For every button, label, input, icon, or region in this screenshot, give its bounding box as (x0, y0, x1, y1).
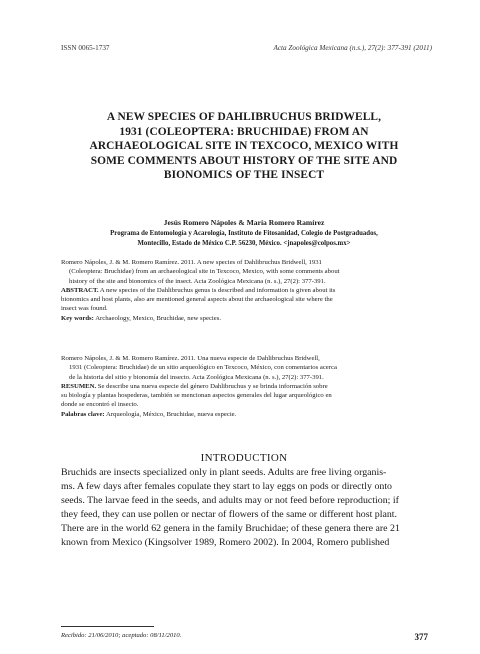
introduction-line: ms. A few days after females copulate they start to lay eggs on pods or directly onto (61, 481, 392, 493)
keywords-text: Archaeology, Mexico, Bruchidae, new species. (93, 314, 222, 322)
introduction-line: Bruchids are insects specialized only in plant seeds. Adults are free living organis- (61, 467, 387, 478)
resumen-line: donde se encontró el insecto. (61, 401, 139, 409)
palabras-clave-label: Palabras clave: (61, 410, 105, 418)
introduction-heading: INTRODUCTION (200, 452, 288, 464)
resumen-label: RESUMEN. (61, 382, 97, 390)
authors: Jesús Romero Nápoles & María Romero Ramírez (163, 218, 325, 227)
introduction-line: known from Mexico (Kingsolver 1989, Romero 2002). In 2004, Romero published (61, 537, 390, 549)
title-line: 1931 (COLEOPTERA: BRUCHIDAE) FROM AN (119, 125, 369, 138)
page-number: 377 (414, 632, 428, 642)
abstract-text: A new species of the Dahlibruchus genus is described and information is given about its (98, 286, 336, 294)
abstract-first-line (61, 286, 431, 295)
journal-citation-header: Acta Zoológica Mexicana (n.s.), 27(2): 377-391 (2011) (273, 44, 432, 52)
palabras-clave-text: Arqueología, México, Bruchidae, nueva especie. (104, 410, 237, 418)
english-abstract-block (61, 258, 431, 323)
article-title (60, 110, 428, 183)
palabras-clave-line (61, 410, 431, 419)
introduction-line: seeds. The larvae feed in the seeds, and adults may or not feed before reproduction; if (61, 495, 399, 507)
received-accepted-footnote: Recibido: 21/06/2010; aceptado: 08/11/2010. (61, 632, 182, 639)
citation-line: Romero Nápoles, J. & M. Romero Ramírez. 2011. Una nueva especie de Dahlibruchus Bridwell, (61, 355, 320, 362)
abstract-line: bionomics and host plants, also are mentioned general aspects about the archaeological site where the (61, 296, 333, 304)
spanish-abstract-block (61, 354, 431, 419)
abstract-line: insect was found. (61, 305, 108, 313)
citation-line: history of the site and bionomics of the insect. Acta Zoológica Mexicana (n. s.), 27(2): 377-391. (69, 277, 326, 285)
title-line: SOME COMMENTS ABOUT HISTORY OF THE SITE AND (90, 154, 398, 167)
citation-line: 1931 (Coleoptera: Bruchidae) de un sitio arqueológico en Texcoco, México, con comentarios acerca (69, 364, 337, 372)
issn-header: ISSN 0065-1737 (61, 44, 110, 52)
keywords-line (61, 314, 431, 323)
title-line: A NEW SPECIES OF DAHLIBRUCHUS BRIDWELL, (106, 111, 382, 123)
affiliation-line: Montecillo, Estado de México C.P. 56230, México. <jnapoles@colpos.mx> (137, 240, 351, 248)
footnote-divider (61, 626, 154, 627)
citation-line: Romero Nápoles, J. & M. Romero Ramírez. 2011. A new species of Dahlibruchus Bridwell, 1931 (61, 259, 322, 266)
title-line: BIONOMICS OF THE INSECT (163, 169, 325, 182)
title-line: ARCHAEOLOGICAL SITE IN TEXCOCO, MEXICO WITH (89, 140, 399, 153)
introduction-body (61, 466, 431, 551)
introduction-line: they feed, they can use pollen or nectar of flowers of the same or different host plant. (61, 509, 397, 521)
resumen-line: su biología y plantas hospederas, también se mencionan aspectos generales del lugar arqueológico en (61, 392, 332, 400)
affiliation-line: Programa de Entomología y Acarología, Instituto de Fitosanidad, Colegio de Postgraduados, (110, 230, 378, 237)
citation-line: (Coleoptera: Bruchidae) from an archaeological site in Texcoco, Mexico, with some comments about (69, 268, 340, 276)
abstract-label: ABSTRACT. (61, 286, 99, 294)
introduction-line: There are in the world 62 genera in the family Bruchidae; of these genera there are 21 (61, 523, 400, 535)
affiliation (60, 229, 428, 249)
keywords-label: Key words: (61, 314, 94, 322)
citation-line: de la historia del sitio y bionomía del insecto. Acta Zoológica Mexicana (n. s.), 27(2): 377-391. (69, 373, 324, 381)
resumen-text: Se describe una nueva especie del género Dahlibruchus y se brinda información sobre (96, 382, 328, 390)
resumen-first-line (61, 382, 431, 391)
